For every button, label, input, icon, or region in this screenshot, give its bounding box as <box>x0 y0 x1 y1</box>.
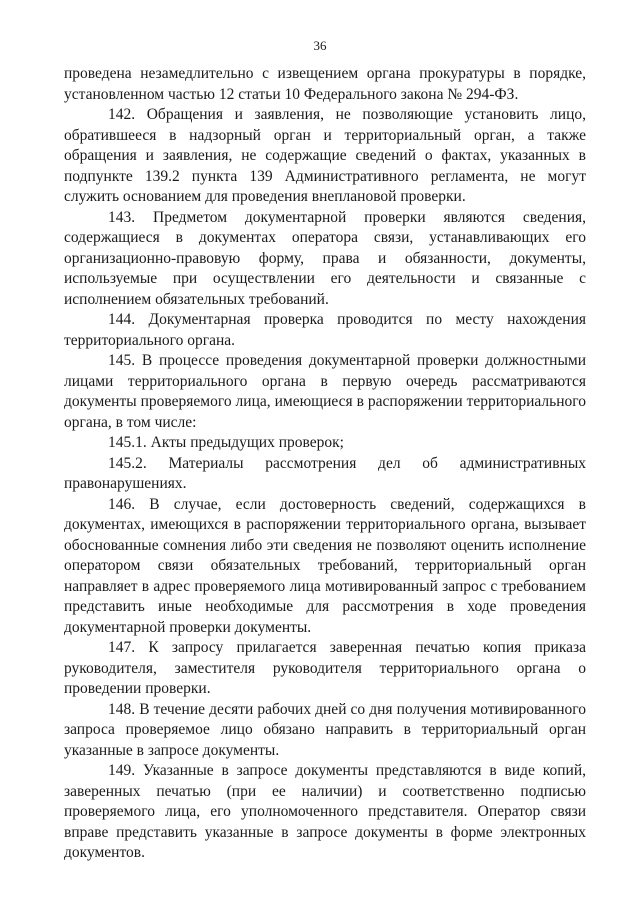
paragraph-149: 149. Указанные в запросе документы представляются в виде копий, заверенных печатью (при ее наличии) и соответственно подписью проверяемого лица, его уполномоченного представителя. Оператор связи вправе представить указанные в запросе документы в форме электронных документов. <box>64 762 586 861</box>
paragraph-143: 143. Предметом документарной проверки являются сведения, содержащиеся в документах оператора связи, устанавливающих его организационно-правовую форму, права и обязанности, документы, используемые при осуществлении его деятельности и связанные с исполнением обязательных требований. <box>64 208 586 308</box>
paragraph-145-1: 145.1. Акты предыдущих проверок; <box>108 434 344 451</box>
paragraph-144: 144. Документарная проверка проводится по месту нахождения территориального органа. <box>64 311 586 349</box>
paragraph-145-2: 145.2. Материалы рассмотрения дел об административных правонарушениях. <box>64 454 586 492</box>
paragraph-147: 147. К запросу прилагается заверенная печатью копия приказа руководителя, заместителя руководителя территориального органа о проведении проверки. <box>64 639 586 697</box>
paragraph-142: 142. Обращения и заявления, не позволяющие установить лицо, обратившееся в надзорный орган и территориальный орган, а также обращения и заявления, не содержащие сведений о фактах, указанных в подпункте 139.2 пункта 139 Административного регламента, не могут служить основанием для проведения внеплановой проверки. <box>64 106 586 205</box>
page-number: 36 <box>313 38 327 53</box>
paragraph-148: 148. В течение десяти рабочих дней со дня получения мотивированного запроса проверяемое лицо обязано направить в территориальный орган указанные в запросе документы. <box>64 700 586 759</box>
paragraph-146: 146. В случае, если достоверность сведений, содержащихся в документах, имеющихся в распоряжении территориального органа, вызывает обоснованные сомнения либо эти сведения не позволяют оценить исполнение оператором связи обязательных требований, территориальный орган направляет в адрес проверяемого лица мотивированный запрос с требованием представить иные необходимые для рассмотрения в ходе проведения документарной проверки документы. <box>64 495 586 636</box>
paragraph-145: 145. В процессе проведения документарной проверки должностными лицами территориального органа в первую очередь рассматриваются документы проверяемого лица, имеющиеся в распоряжении территориального органа, в том числе: <box>64 352 586 431</box>
paragraph-continued: проведена незамедлительно с извещением органа прокуратуры в порядке, установленном частью 12 статьи 10 Федерального закона № 294-ФЗ. <box>64 65 586 103</box>
document-body <box>64 64 586 864</box>
